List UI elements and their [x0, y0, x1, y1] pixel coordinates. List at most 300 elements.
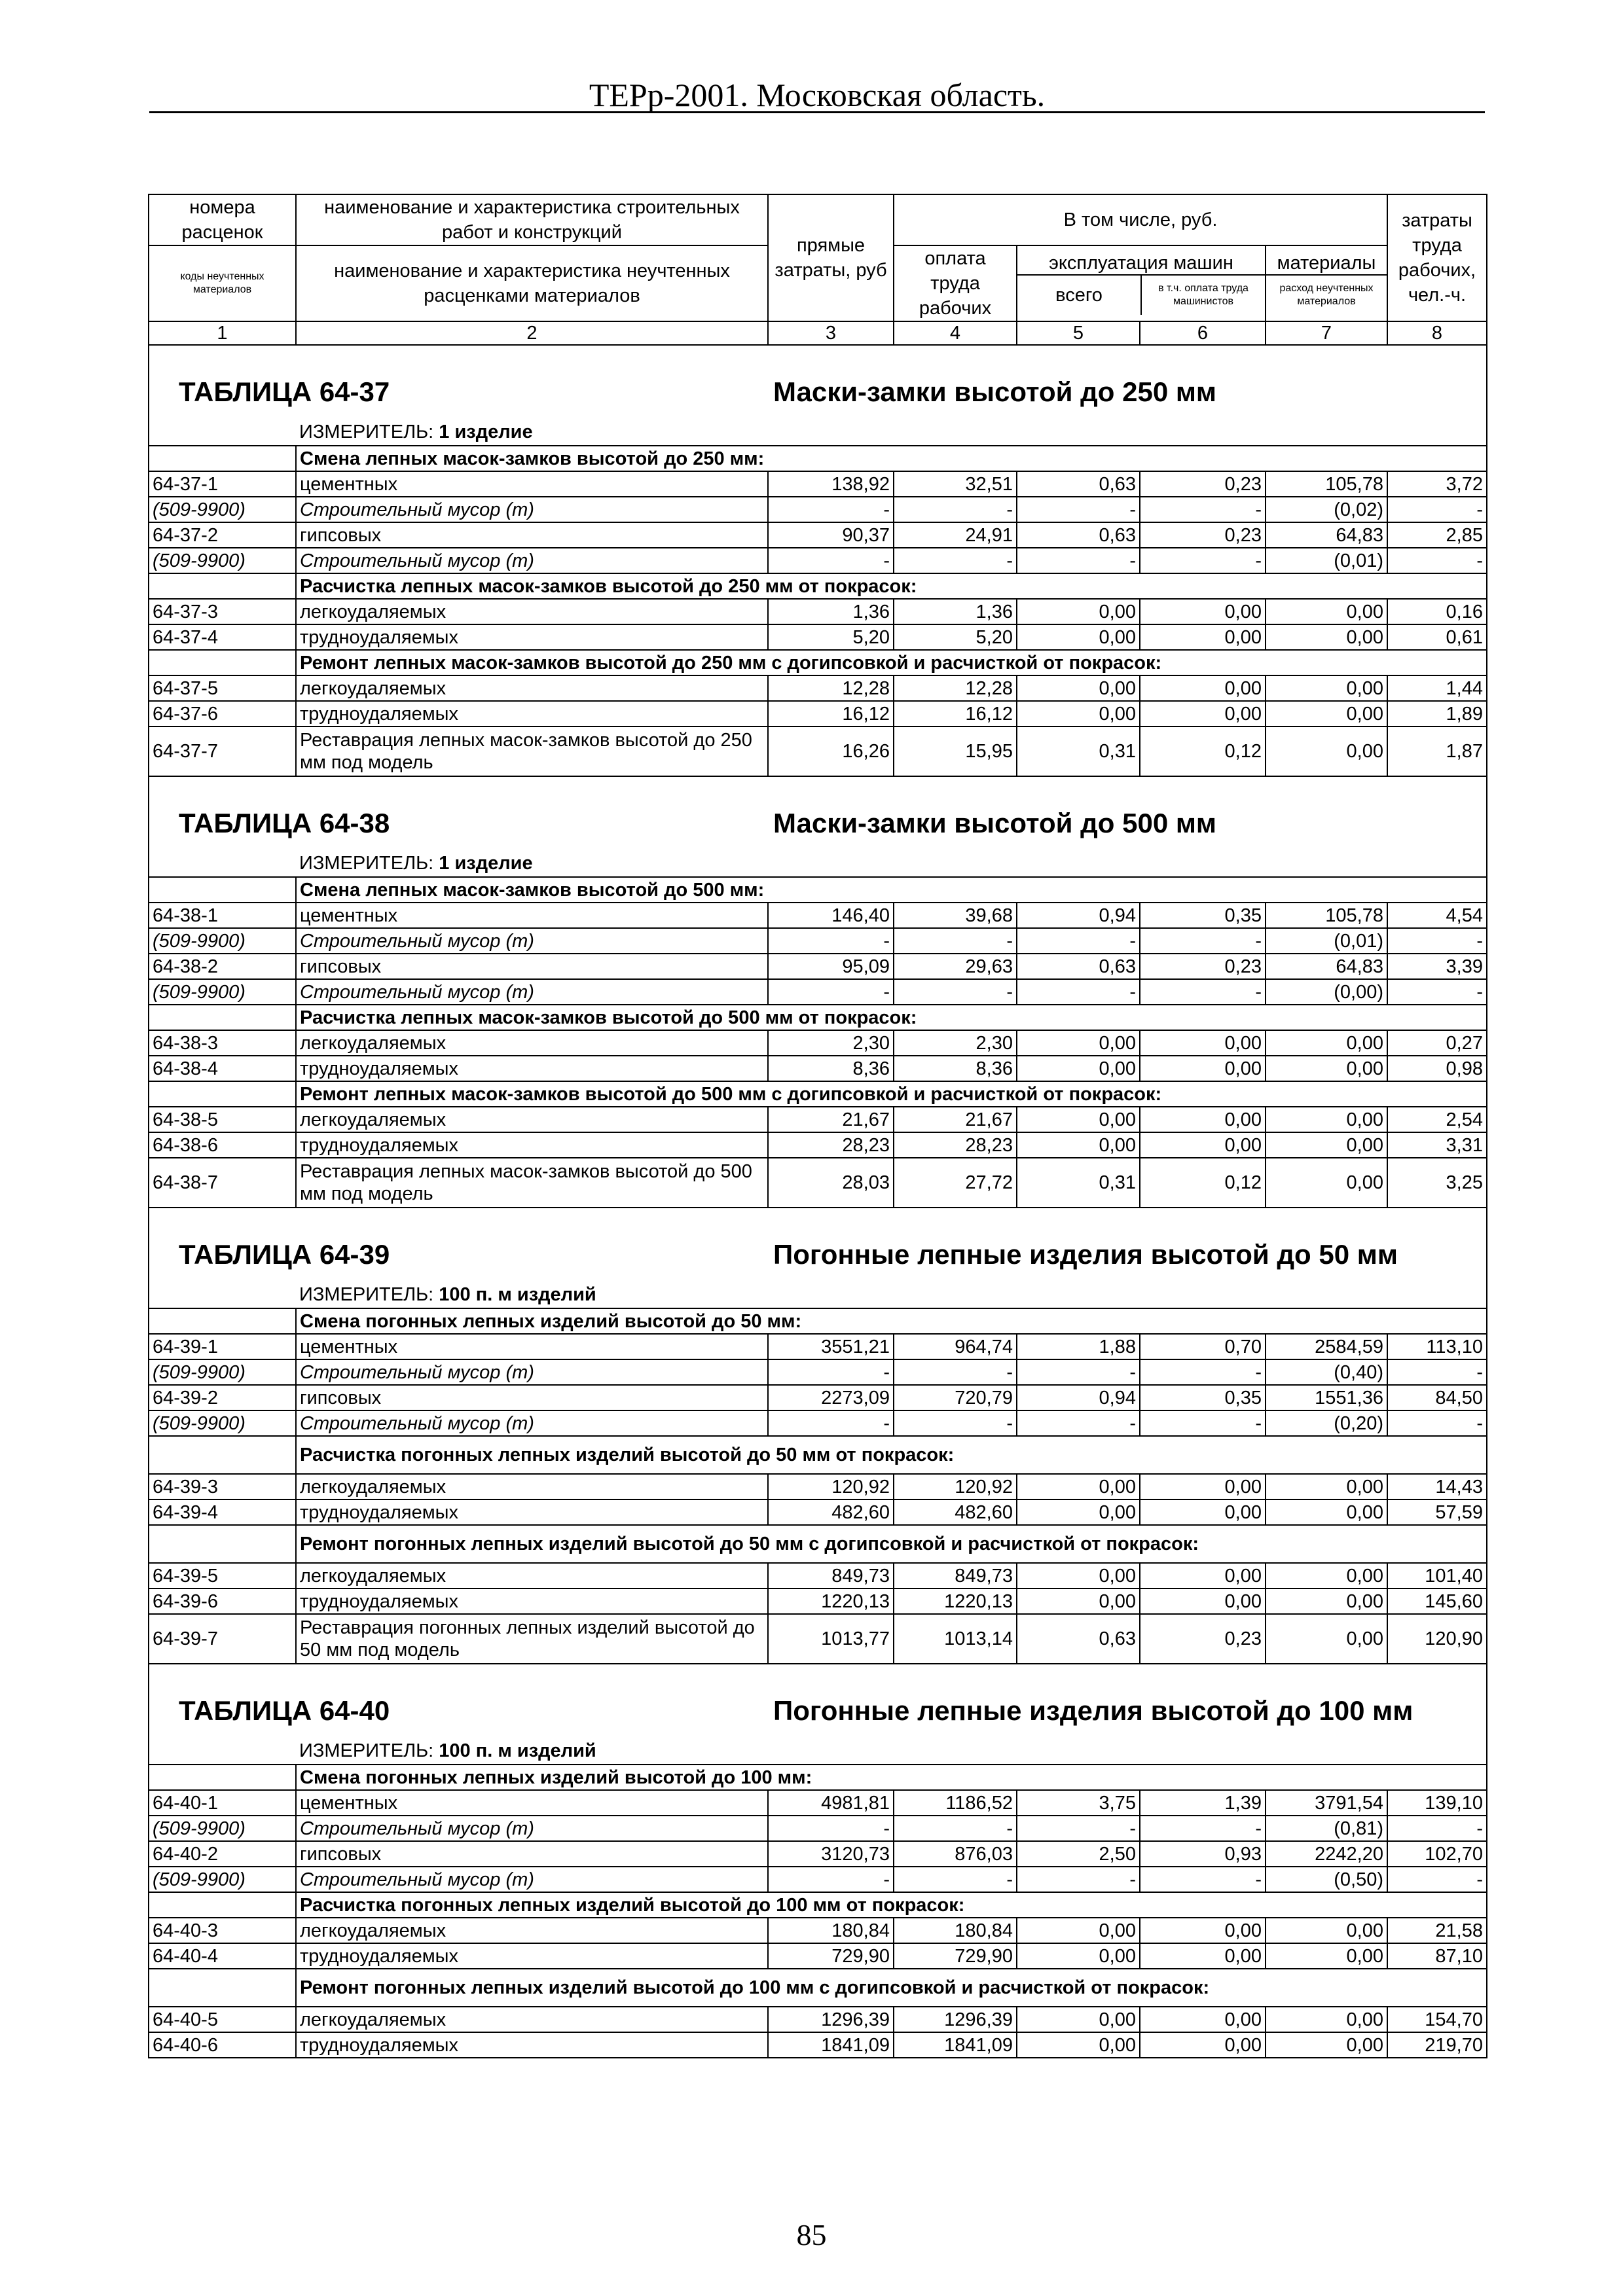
col-group-header: В том числе, руб. — [894, 194, 1387, 245]
direct-costs-value: 3120,73 — [768, 1841, 894, 1867]
machines-total-value: 0,00 — [1017, 1132, 1140, 1158]
table-title-row — [149, 1208, 1487, 1282]
direct-costs-value: 21,67 — [768, 1107, 894, 1132]
operator-wages-value: 0,00 — [1140, 624, 1266, 650]
col-number: 5 — [1017, 321, 1140, 345]
labor-hours-value: 113,10 — [1387, 1334, 1487, 1359]
materials-value: (0,01) — [1266, 928, 1387, 954]
direct-costs-value: - — [768, 928, 894, 954]
measure-spacer — [149, 1738, 296, 1765]
operator-wages-value: 0,00 — [1140, 2032, 1266, 2058]
rate-code: 64-39-3 — [149, 1474, 296, 1499]
col-direct-costs-header: прямые затраты, руб — [768, 194, 894, 321]
section-row — [149, 1436, 1487, 1474]
direct-costs-value: 1220,13 — [768, 1588, 894, 1614]
operator-wages-value: 0,23 — [1140, 954, 1266, 979]
rate-name: Реставрация лепных масок-замков высотой до 250 мм под модель — [296, 726, 768, 776]
materials-value: 2584,59 — [1266, 1334, 1387, 1359]
materials-value: (0,40) — [1266, 1359, 1387, 1385]
rate-code: 64-38-2 — [149, 954, 296, 979]
direct-costs-value: 1,36 — [768, 599, 894, 624]
wages-value: 180,84 — [894, 1918, 1017, 1943]
rate-code: 64-39-5 — [149, 1563, 296, 1588]
machines-total-value: 0,31 — [1017, 1158, 1140, 1208]
measure-label: ИЗМЕРИТЕЛЬ: — [299, 1284, 434, 1305]
price-table — [148, 194, 1487, 2058]
measure-value: 100 п. м изделий — [439, 1284, 596, 1305]
materials-value: 0,00 — [1266, 624, 1387, 650]
machines-total-value: 0,00 — [1017, 624, 1140, 650]
direct-costs-value: - — [768, 979, 894, 1005]
machines-total-value: 0,00 — [1017, 2032, 1140, 2058]
machines-total-value: 0,94 — [1017, 1385, 1140, 1410]
rate-code: 64-39-1 — [149, 1334, 296, 1359]
wages-value: - — [894, 979, 1017, 1005]
rate-name: гипсовых — [296, 954, 768, 979]
rate-name: легкоудаляемых — [296, 1474, 768, 1499]
operator-wages-value: 0,70 — [1140, 1334, 1266, 1359]
labor-hours-value: 120,90 — [1387, 1614, 1487, 1664]
rate-code: 64-37-7 — [149, 726, 296, 776]
table-title-cell — [149, 1664, 1487, 1738]
col-number: 7 — [1266, 321, 1387, 345]
direct-costs-value: 16,12 — [768, 701, 894, 726]
machines-total-value: - — [1017, 1867, 1140, 1892]
machines-total-value: 0,00 — [1017, 1107, 1140, 1132]
operator-wages-value: - — [1140, 1867, 1266, 1892]
machines-total-value: 0,94 — [1017, 903, 1140, 928]
labor-hours-value: 0,61 — [1387, 624, 1487, 650]
machines-total-value: - — [1017, 548, 1140, 573]
rate-code: 64-39-4 — [149, 1499, 296, 1525]
operator-wages-value: 0,00 — [1140, 1918, 1266, 1943]
rate-row — [149, 624, 1487, 650]
col-rate-number-header: номера расценок — [149, 194, 296, 245]
section-title: Расчистка лепных масок-замков высотой до 250 мм от покрасок: — [296, 573, 1487, 599]
machines-total-value: 0,00 — [1017, 1563, 1140, 1588]
operator-wages-value: 0,23 — [1140, 471, 1266, 497]
materials-value: 0,00 — [1266, 1030, 1387, 1056]
direct-costs-value: - — [768, 1867, 894, 1892]
material-name: Строительный мусор (т) — [296, 1816, 768, 1841]
materials-value: 105,78 — [1266, 903, 1387, 928]
machines-total-value: 0,00 — [1017, 1588, 1140, 1614]
machines-total-value: - — [1017, 1410, 1140, 1436]
wages-value: 16,12 — [894, 701, 1017, 726]
page-number: 85 — [796, 2218, 827, 2251]
labor-hours-value: 3,39 — [1387, 954, 1487, 979]
section-code-cell — [149, 573, 296, 599]
measure-spacer — [149, 1282, 296, 1308]
machines-total-value: 0,00 — [1017, 701, 1140, 726]
table-title-cell — [149, 776, 1487, 850]
operator-wages-value: 0,00 — [1140, 1132, 1266, 1158]
rate-code: 64-37-6 — [149, 701, 296, 726]
machines-total-value: 0,00 — [1017, 675, 1140, 701]
machines-total-label: всего — [1017, 275, 1141, 315]
rate-name: цементных — [296, 471, 768, 497]
section-row — [149, 1969, 1487, 2007]
direct-costs-value: 2273,09 — [768, 1385, 894, 1410]
labor-hours-value: 1,87 — [1387, 726, 1487, 776]
direct-costs-value: 28,23 — [768, 1132, 894, 1158]
table-title-row — [149, 345, 1487, 419]
rate-row — [149, 1943, 1487, 1969]
machines-total-value: 0,00 — [1017, 1499, 1140, 1525]
material-code: (509-9900) — [149, 497, 296, 522]
rate-code: 64-38-6 — [149, 1132, 296, 1158]
direct-costs-value: 3551,21 — [768, 1334, 894, 1359]
table-title-cell — [149, 345, 1487, 419]
table-name: ТАБЛИЦА 64-40 — [179, 1695, 390, 1726]
operator-wages-value: 1,39 — [1140, 1790, 1266, 1816]
rate-code: 64-40-1 — [149, 1790, 296, 1816]
title-rule — [149, 111, 1485, 113]
labor-hours-value: 0,27 — [1387, 1030, 1487, 1056]
rate-row — [149, 1563, 1487, 1588]
machines-total-value: 0,63 — [1017, 954, 1140, 979]
rate-code: 64-39-2 — [149, 1385, 296, 1410]
operator-wages-value: - — [1140, 497, 1266, 522]
material-code: (509-9900) — [149, 1816, 296, 1841]
operator-wages-value: - — [1140, 1816, 1266, 1841]
direct-costs-value: 28,03 — [768, 1158, 894, 1208]
labor-hours-value: 0,16 — [1387, 599, 1487, 624]
measure-cell — [296, 419, 1487, 446]
material-code: (509-9900) — [149, 979, 296, 1005]
column-number-row — [149, 321, 1487, 345]
machines-operators-label: в т.ч. оплата труда машинистов — [1158, 283, 1249, 307]
rate-name: цементных — [296, 1334, 768, 1359]
wages-value: 1220,13 — [894, 1588, 1017, 1614]
measure-cell — [296, 850, 1487, 877]
table-title-row — [149, 776, 1487, 850]
col-material-names-header: наименование и характеристика неучтенных расценками материалов — [296, 245, 768, 321]
wages-value: 5,20 — [894, 624, 1017, 650]
direct-costs-value: 138,92 — [768, 471, 894, 497]
material-name: Строительный мусор (т) — [296, 928, 768, 954]
section-row — [149, 446, 1487, 471]
labor-hours-value: 3,31 — [1387, 1132, 1487, 1158]
rate-code: 64-38-5 — [149, 1107, 296, 1132]
machines-subheader — [1017, 252, 1265, 315]
rate-name: трудноудаляемых — [296, 2032, 768, 2058]
machines-total-value: 0,00 — [1017, 599, 1140, 624]
section-code-cell — [149, 1081, 296, 1107]
operator-wages-value: 0,00 — [1140, 675, 1266, 701]
measure-spacer — [149, 850, 296, 877]
machines-total-value: 0,63 — [1017, 471, 1140, 497]
operator-wages-value: 0,00 — [1140, 1563, 1266, 1588]
rate-code: 64-37-5 — [149, 675, 296, 701]
rate-name: легкоудаляемых — [296, 1030, 768, 1056]
table-name: ТАБЛИЦА 64-38 — [179, 808, 390, 838]
operator-wages-value: 0,00 — [1140, 701, 1266, 726]
material-row — [149, 928, 1487, 954]
rate-code: 64-38-1 — [149, 903, 296, 928]
section-row — [149, 1892, 1487, 1918]
labor-hours-value: 145,60 — [1387, 1588, 1487, 1614]
materials-value: 1551,36 — [1266, 1385, 1387, 1410]
col-number: 6 — [1140, 321, 1266, 345]
table-name: ТАБЛИЦА 64-37 — [179, 376, 390, 407]
rate-code: 64-39-6 — [149, 1588, 296, 1614]
direct-costs-value: 729,90 — [768, 1943, 894, 1969]
section-row — [149, 1005, 1487, 1030]
rate-name: Реставрация лепных масок-замков высотой до 500 мм под модель — [296, 1158, 768, 1208]
machines-total-value: - — [1017, 1359, 1140, 1385]
rate-code: 64-37-2 — [149, 522, 296, 548]
measure-cell — [296, 1738, 1487, 1765]
section-row — [149, 1308, 1487, 1334]
material-code: (509-9900) — [149, 1410, 296, 1436]
wages-value: 24,91 — [894, 522, 1017, 548]
machines-total-value: 0,00 — [1017, 1918, 1140, 1943]
wages-value: - — [894, 928, 1017, 954]
wages-value: - — [894, 548, 1017, 573]
machines-total-value: - — [1017, 497, 1140, 522]
rate-name: цементных — [296, 1790, 768, 1816]
section-title: Ремонт лепных масок-замков высотой до 500 мм с догипсовкой и расчисткой от покрасок: — [296, 1081, 1487, 1107]
rate-row — [149, 1918, 1487, 1943]
direct-costs-value: - — [768, 548, 894, 573]
wages-value: 876,03 — [894, 1841, 1017, 1867]
machines-total-value: 0,00 — [1017, 2007, 1140, 2032]
rate-name: Реставрация погонных лепных изделий высотой до 50 мм под модель — [296, 1614, 768, 1664]
machines-total-value: 0,00 — [1017, 1474, 1140, 1499]
section-row — [149, 877, 1487, 903]
materials-value: 0,00 — [1266, 1107, 1387, 1132]
materials-value: 0,00 — [1266, 1563, 1387, 1588]
direct-costs-value: 2,30 — [768, 1030, 894, 1056]
materials-value: 0,00 — [1266, 1943, 1387, 1969]
materials-value: 0,00 — [1266, 599, 1387, 624]
wages-value: - — [894, 1816, 1017, 1841]
wages-value: 720,79 — [894, 1385, 1017, 1410]
section-row — [149, 1765, 1487, 1790]
section-code-cell — [149, 1892, 296, 1918]
material-row — [149, 548, 1487, 573]
labor-hours-value: 14,43 — [1387, 1474, 1487, 1499]
materials-value: 0,00 — [1266, 726, 1387, 776]
materials-consumption-label: расход неучтенных материалов — [1279, 283, 1374, 307]
section-title: Смена погонных лепных изделий высотой до 50 мм: — [296, 1308, 1487, 1334]
materials-value: (0,00) — [1266, 979, 1387, 1005]
col-material-codes-header: коды неучтенных материалов — [149, 245, 296, 321]
wages-value: 729,90 — [894, 1943, 1017, 1969]
labor-hours-value: 154,70 — [1387, 2007, 1487, 2032]
section-title: Расчистка погонных лепных изделий высотой до 50 мм от покрасок: — [296, 1436, 1487, 1474]
machines-total-value: - — [1017, 928, 1140, 954]
col-number: 2 — [296, 321, 768, 345]
materials-value: 0,00 — [1266, 2007, 1387, 2032]
measure-label: ИЗМЕРИТЕЛЬ: — [299, 1740, 434, 1761]
wages-value: 21,67 — [894, 1107, 1017, 1132]
labor-hours-value: 0,98 — [1387, 1056, 1487, 1081]
wages-value: - — [894, 1410, 1017, 1436]
labor-hours-value: 1,89 — [1387, 701, 1487, 726]
rate-code: 64-37-4 — [149, 624, 296, 650]
col-number: 8 — [1387, 321, 1487, 345]
operator-wages-value: - — [1140, 979, 1266, 1005]
rate-name: трудноудаляемых — [296, 1056, 768, 1081]
labor-hours-value: 139,10 — [1387, 1790, 1487, 1816]
machines-total-value: 0,63 — [1017, 522, 1140, 548]
rate-code: 64-40-6 — [149, 2032, 296, 2058]
materials-value: 0,00 — [1266, 1588, 1387, 1614]
materials-value: (0,50) — [1266, 1867, 1387, 1892]
operator-wages-value: - — [1140, 1359, 1266, 1385]
materials-value: 105,78 — [1266, 471, 1387, 497]
operator-wages-value: - — [1140, 548, 1266, 573]
material-row — [149, 1359, 1487, 1385]
section-code-cell — [149, 1005, 296, 1030]
wages-value: - — [894, 1867, 1017, 1892]
operator-wages-value: 0,00 — [1140, 1499, 1266, 1525]
rate-row — [149, 599, 1487, 624]
section-code-cell — [149, 650, 296, 675]
section-row — [149, 650, 1487, 675]
rate-row — [149, 1841, 1487, 1867]
machines-total-value: - — [1017, 979, 1140, 1005]
wages-value: 964,74 — [894, 1334, 1017, 1359]
col-labor-hours-header: затраты труда рабочих, чел.-ч. — [1387, 194, 1487, 321]
operator-wages-value: 0,93 — [1140, 1841, 1266, 1867]
machines-total-value: 3,75 — [1017, 1790, 1140, 1816]
rate-name: легкоудаляемых — [296, 599, 768, 624]
rate-row — [149, 1107, 1487, 1132]
rate-code: 64-38-3 — [149, 1030, 296, 1056]
measure-spacer — [149, 419, 296, 446]
direct-costs-value: 12,28 — [768, 675, 894, 701]
direct-costs-value: - — [768, 1410, 894, 1436]
measure-label: ИЗМЕРИТЕЛЬ: — [299, 853, 434, 874]
rate-row — [149, 471, 1487, 497]
wages-value: 28,23 — [894, 1132, 1017, 1158]
table-description: Погонные лепные изделия высотой до 100 мм — [773, 1695, 1413, 1726]
materials-value: 0,00 — [1266, 1056, 1387, 1081]
operator-wages-value: - — [1140, 928, 1266, 954]
rate-row — [149, 1614, 1487, 1664]
measure-label: ИЗМЕРИТЕЛЬ: — [299, 422, 434, 442]
measure-row — [149, 1282, 1487, 1308]
section-code-cell — [149, 1525, 296, 1563]
table-description: Погонные лепные изделия высотой до 50 мм — [773, 1239, 1398, 1270]
section-code-cell — [149, 1969, 296, 2007]
operator-wages-value: 0,00 — [1140, 1030, 1266, 1056]
labor-hours-value: 4,54 — [1387, 903, 1487, 928]
direct-costs-value: - — [768, 1816, 894, 1841]
material-code: (509-9900) — [149, 1359, 296, 1385]
rate-code: 64-40-3 — [149, 1918, 296, 1943]
material-row — [149, 1410, 1487, 1436]
rate-name: легкоудаляемых — [296, 1107, 768, 1132]
wages-value: 1186,52 — [894, 1790, 1017, 1816]
direct-costs-value: 5,20 — [768, 624, 894, 650]
labor-hours-value: - — [1387, 497, 1487, 522]
rate-row — [149, 1030, 1487, 1056]
materials-value: 0,00 — [1266, 701, 1387, 726]
measure-value: 1 изделие — [439, 853, 533, 874]
labor-hours-value: 3,72 — [1387, 471, 1487, 497]
section-row — [149, 573, 1487, 599]
materials-value: 2242,20 — [1266, 1841, 1387, 1867]
section-code-cell — [149, 877, 296, 903]
rate-name: легкоудаляемых — [296, 2007, 768, 2032]
material-row — [149, 497, 1487, 522]
operator-wages-value: 0,12 — [1140, 726, 1266, 776]
wages-value: 1,36 — [894, 599, 1017, 624]
material-name: Строительный мусор (т) — [296, 979, 768, 1005]
rate-name: трудноудаляемых — [296, 1132, 768, 1158]
col-number: 3 — [768, 321, 894, 345]
rate-code: 64-37-1 — [149, 471, 296, 497]
labor-hours-value: - — [1387, 1867, 1487, 1892]
col-materials-header — [1266, 245, 1387, 321]
rate-row — [149, 1132, 1487, 1158]
operator-wages-value: 0,35 — [1140, 1385, 1266, 1410]
rate-row — [149, 1790, 1487, 1816]
measure-value: 1 изделие — [439, 422, 533, 442]
wages-value: 482,60 — [894, 1499, 1017, 1525]
rate-row — [149, 1499, 1487, 1525]
operator-wages-value: 0,00 — [1140, 1056, 1266, 1081]
materials-subheader — [1266, 252, 1387, 315]
section-title: Смена лепных масок-замков высотой до 500 мм: — [296, 877, 1487, 903]
wages-value: 1013,14 — [894, 1614, 1017, 1664]
rate-code: 64-37-3 — [149, 599, 296, 624]
wages-value: 849,73 — [894, 1563, 1017, 1588]
wages-value: 32,51 — [894, 471, 1017, 497]
labor-hours-value: 87,10 — [1387, 1943, 1487, 1969]
rate-row — [149, 1056, 1487, 1081]
section-code-cell — [149, 446, 296, 471]
table-description: Маски-замки высотой до 500 мм — [773, 808, 1216, 838]
rate-name: легкоудаляемых — [296, 1918, 768, 1943]
wages-value: 15,95 — [894, 726, 1017, 776]
materials-value: (0,02) — [1266, 497, 1387, 522]
measure-value: 100 п. м изделий — [439, 1740, 596, 1761]
direct-costs-value: 90,37 — [768, 522, 894, 548]
col-machines-header — [1017, 245, 1266, 321]
direct-costs-value: - — [768, 1359, 894, 1385]
table-description: Маски-замки высотой до 250 мм — [773, 376, 1216, 407]
materials-value: 0,00 — [1266, 675, 1387, 701]
measure-cell — [296, 1282, 1487, 1308]
header-row-1 — [149, 194, 1487, 245]
material-name: Строительный мусор (т) — [296, 1867, 768, 1892]
rate-code: 64-38-7 — [149, 1158, 296, 1208]
wages-value: - — [894, 1359, 1017, 1385]
rate-name: трудноудаляемых — [296, 1588, 768, 1614]
material-row — [149, 1867, 1487, 1892]
materials-value: 0,00 — [1266, 1474, 1387, 1499]
rate-row — [149, 954, 1487, 979]
rate-name: гипсовых — [296, 1841, 768, 1867]
section-title: Ремонт лепных масок-замков высотой до 250 мм с догипсовкой и расчисткой от покрасок: — [296, 650, 1487, 675]
material-name: Строительный мусор (т) — [296, 1410, 768, 1436]
machines-total-value: 0,00 — [1017, 1943, 1140, 1969]
direct-costs-value: 1296,39 — [768, 2007, 894, 2032]
section-title: Расчистка лепных масок-замков высотой до 500 мм от покрасок: — [296, 1005, 1487, 1030]
rate-code: 64-38-4 — [149, 1056, 296, 1081]
rate-code: 64-40-5 — [149, 2007, 296, 2032]
rate-name: гипсовых — [296, 1385, 768, 1410]
labor-hours-value: 84,50 — [1387, 1385, 1487, 1410]
rate-row — [149, 1474, 1487, 1499]
wages-value: 1841,09 — [894, 2032, 1017, 2058]
machines-total-value: - — [1017, 1816, 1140, 1841]
